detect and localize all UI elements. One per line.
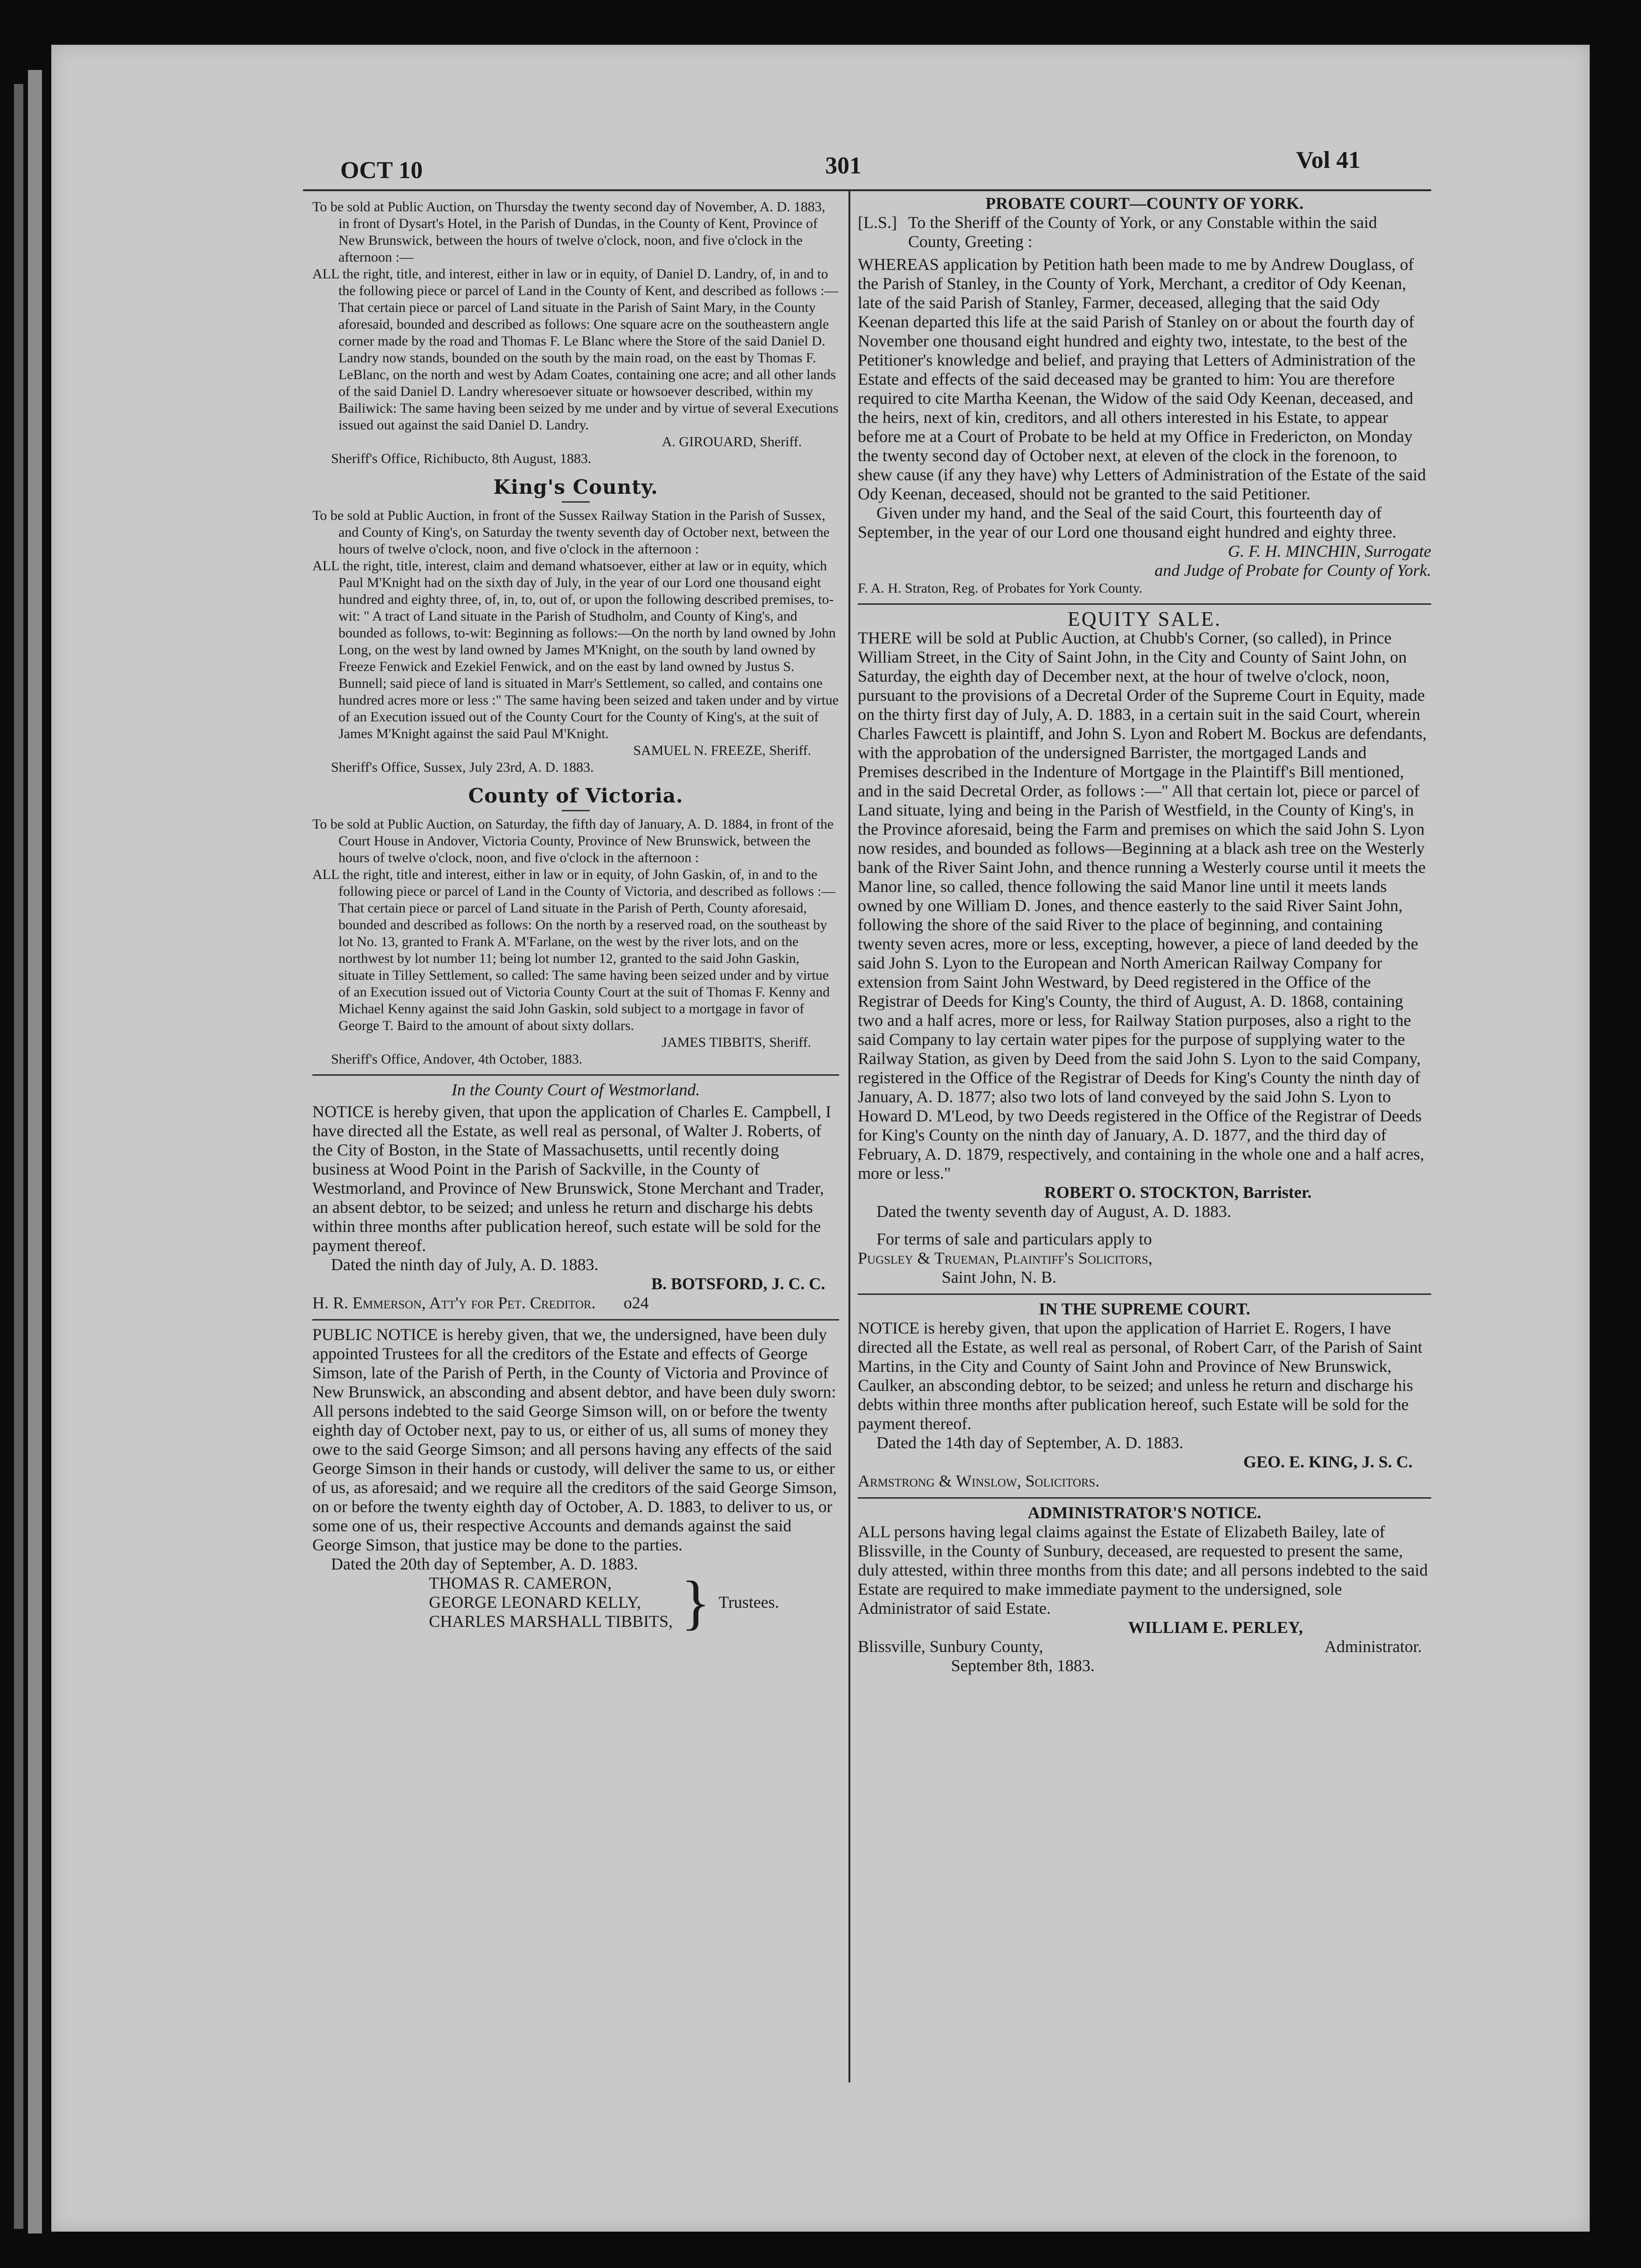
judge-signature: GEO. E. KING, J. S. C.	[1243, 1452, 1413, 1471]
section-rule	[858, 1293, 1431, 1295]
victoria-sheriff-signature: JAMES TIBBITS, Sheriff.	[662, 1035, 811, 1050]
kent-sheriff-office: Sheriff's Office, Richibucto, 8th August, 1883.	[331, 451, 592, 466]
solicitors-city: Saint John, N. B.	[942, 1268, 1057, 1286]
westmorland-judge-signature: B. BOTSFORD, J. C. C.	[651, 1274, 825, 1293]
kent-sheriff-signature: A. GIROUARD, Sheriff.	[662, 434, 802, 449]
trustee-name: CHARLES MARSHALL TIBBITS,	[429, 1612, 673, 1631]
trustees-label: Trustees.	[718, 1593, 779, 1611]
probate-address-row	[858, 213, 1431, 251]
trustees-brace: }	[681, 1569, 710, 1636]
registrar-of-probates: F. A. H. Straton, Reg. of Probates for York County.	[858, 581, 1143, 596]
section-rule	[312, 1319, 839, 1321]
judge-of-probate-title: and Judge of Probate for County of York.	[1154, 561, 1431, 580]
administrators-notice-body: ALL persons having legal claims against the Estate of Elizabeth Bailey, late of Blissville, in the County of Sunbury, deceased, are requested to present the same, duly attested, within three months from this date; and all persons indebted to the said Estate are required to make immediate payment to the undersigned, sole Administrator of said Estate.	[858, 1522, 1428, 1618]
victoria-sheriff-office: Sheriff's Office, Andover, 4th October, 1883.	[331, 1051, 583, 1067]
probate-citation-body: WHEREAS application by Petition hath been made to me by Andrew Douglass, of the Parish of Stanley, in the County of York, Merchant, a creditor of Ody Keenan, late of the said Parish of Stanley, Farmer, deceased, alleging that the said Ody Keenan departed this life at the said Parish of Stanley on or about the fourth day of November one thousand eight hundred and eighty two, intestate, to the best of the Petitioner's knowledge and belief, and praying that Letters of Administration of the Estate and effects of the said deceased may be granted to him: You are therefore required to cite Martha Keenan, the Widow of the said Ody Keenan, deceased, and the heirs, next of kin, creditors, and all others interested in his Estate, to appear before me at a Court of Probate to be held at my Office in Fredericton, on Monday the twenty second day of October next, at eleven of the clock in the forenoon, to shew cause (if any they have) why Letters of Administration of the Estate of the said Ody Keenan, deceased, should not be granted to the said Petitioner.	[858, 255, 1426, 503]
section-rule	[312, 1074, 839, 1076]
barrister-signature: ROBERT O. STOCKTON, Barrister.	[1044, 1183, 1312, 1202]
probate-address: To the Sheriff of the County of York, or any Constable within the said County, Greeting :	[908, 213, 1377, 251]
westmorland-notice-dated: Dated the ninth day of July, A. D. 1883.	[331, 1255, 599, 1274]
section-rule	[858, 1497, 1431, 1499]
trustees-public-notice: PUBLIC NOTICE is hereby given, that we, the undersigned, have been duly appointed Trustees for all the creditors of the Estate and effects of George Simson, late of the Parish of Perth, in the County of Victoria and Province of New Brunswick, an absconding and absent debtor, and have been duly sworn: All persons indebted to the said George Simson will, on or before the twenty eighth day of October next, pay to us, or either of us, all sums of money they owe to the said George Simson; and all persons having any effects of the said George Simson in their hands or custody, will deliver the same to us, or either of us, as aforesaid; and we require all the creditors of the said George Simson, on or before the twenty eighth day of October, A. D. 1883, to deliver to us, or some one of us, their respective Accounts and demands against the said George Simson, that justice may be done to the parties.	[312, 1325, 837, 1554]
plaintiff-solicitors: Pugsley & Trueman, Plaintiff's Solicitors,	[858, 1249, 1152, 1267]
seal-mark: [L.S.]	[858, 213, 897, 232]
kings-sheriff-signature: SAMUEL N. FREEZE, Sheriff.	[633, 743, 811, 758]
trustee-names	[429, 1574, 673, 1631]
surrogate-signature: G. F. H. MINCHIN, Surrogate	[1227, 542, 1431, 560]
probate-given-under-hand: Given under my hand, and the Seal of the said Court, this fourteenth day of September, in the year of our Lord one thousand eight hundred and eighty three.	[858, 504, 1397, 541]
supreme-court-notice-body: NOTICE is hereby given, that upon the application of Harriet E. Rogers, I have directed all the Estate, as well real as personal, of Robert Carr, of the Parish of Saint Martins, in the City and County of Saint John and Province of New Brunswick, Caulker, an absconding debtor, to be seized; and unless he return and discharge his debts within three months after publication hereof, such Estate will be sold for the payment thereof.	[858, 1319, 1423, 1433]
kings-sale-intro: To be sold at Public Auction, in front of the Sussex Railway Station in the Parish of Sussex, and County of King's, on Saturday the twenty seventh day of October next, between the hours of twelve o'clock, noon, and five o'clock in the afternoon :	[312, 508, 830, 557]
administrator-place-row	[858, 1637, 1431, 1656]
victoria-sale-intro: To be sold at Public Auction, on Saturday, the fifth day of January, A. D. 1884, in front of the Court House in Andover, Victoria County, Province of New Brunswick, between the hours of twelve o'clock, noon, and five o'clock in the afternoon :	[312, 816, 834, 865]
page-date: OCT 10	[340, 157, 423, 184]
section-rule	[858, 603, 1431, 605]
heading-rule	[562, 810, 590, 811]
kings-sheriff-office: Sheriff's Office, Sussex, July 23rd, A. D. 1883.	[331, 760, 594, 775]
administrator-place: Blissville, Sunbury County,	[858, 1637, 1043, 1656]
administrator-role: Administrator.	[1324, 1637, 1422, 1656]
left-column	[312, 199, 839, 1636]
equity-sale-terms: For terms of sale and particulars apply to	[876, 1230, 1152, 1248]
column-divider	[848, 189, 850, 2082]
probate-court-heading: PROBATE COURT—COUNTY OF YORK.	[985, 194, 1304, 213]
equity-sale-heading: EQUITY SALE.	[1067, 608, 1222, 630]
supreme-court-notice-dated: Dated the 14th day of September, A. D. 1883.	[876, 1433, 1184, 1452]
administrator-date: September 8th, 1883.	[951, 1656, 1095, 1675]
creditor-attorney: H. R. Emmerson, Att'y for Pet. Creditor.	[312, 1293, 596, 1312]
supreme-court-solicitors: Armstrong & Winslow, Solicitors.	[858, 1472, 1100, 1490]
westmorland-notice-body: NOTICE is hereby given, that upon the application of Charles E. Campbell, I have directed all the Estate, as well real as personal, of Walter J. Roberts, of the City of Boston, in the State of Massachusetts, until recently doing business at Wood Point in the Parish of Sackville, in the County of Westmorland, and Province of New Brunswick, Stone Merchant and Trader, an absent debtor, to be seized; and unless he return and discharge his debts within three months after publication hereof, such estate will be sold for the payment thereof.	[312, 1102, 831, 1255]
kent-sale-body: ALL the right, title, and interest, either in law or in equity, of Daniel D. Landry, of, in and to the following piece or parcel of Land in the County of Kent, and described as follows :—That certain piece or parcel of Land situate in the Parish of Saint Mary, in the County aforesaid, bounded and described as follows: One square acre on the southeastern angle corner made by the road and Thomas F. Le Blanc where the Store of the said Daniel D. Landry now stands, bounded on the south by the main road, on the east by Thomas F. LeBlanc, on the north and west by Adam Coates, containing one acre; and all other lands of the said Daniel D. Landry wheresoever situate or howsoever described, within my Bailiwick: The same having been seized by me under and by virtue of several Executions issued out against the said Daniel D. Landry.	[312, 266, 839, 433]
trustee-name: THOMAS R. CAMERON,	[429, 1574, 612, 1592]
kent-sale-intro: To be sold at Public Auction, on Thursday the twenty second day of November, A. D. 1883, in front of Dysart's Hotel, in the Parish of Dundas, in the County of Kent, Province of New Brunswick, between the hours of twelve o'clock, noon, and five o'clock in the afternoon :—	[312, 199, 826, 265]
equity-sale-body: THERE will be sold at Public Auction, at Chubb's Corner, (so called), in Prince William Street, in the City of Saint John, in the City and County of Saint John, on Saturday, the eighth day of December next, at the hour of twelve o'clock, noon, pursuant to the provisions of a Decretal Order of the Supreme Court in Equity, made on the thirty first day of July, A. D. 1883, in a certain suit in the said Court, wherein Charles Fawcett is plaintiff, and John S. Lyon and Robert M. Bockus are defendants, with the approbation of the undersigned Barrister, the mortgaged Lands and Premises described in the Indenture of Mortgage in the Plaintiff's Bill mentioned, and in the said Decretal Order, as follows :—" All that certain lot, piece or parcel of Land situate, lying and being in the Parish of Westfield, in the County of King's, in the Province aforesaid, being the Farm and premises on which the said John S. Lyon now resides, and bounded as follows—Beginning at a black ash tree on the Westerly bank of the River Saint John, and thence running a Westerly course until it meets the Manor line, so called, thence following the said Manor line until it meets lands owned by one William D. Jones, and thence easterly to the said River Saint John, following the shore of the said River to the place of beginning, and containing twenty seven acres, more or less, excepting, however, a piece of land deeded by the said John S. Lyon to the European and North American Railway Company for extension from Saint John Westward, by Deed registered in the Office of the Registrar of Deeds for King's County, the third of August, A. D. 1868, containing two and a half acres, more or less, for Railway Station purposes, also a right to the said Company to lay certain water pipes for the purpose of supplying water to the Railway Station, as given by Deed from the said John S. Lyon to the said Company, registered in the Office of the Registrar of Deeds for King's County the ninth day of January, A. D. 1877; also two lots of land conveyed by the said John S. Lyon to Howard D. M'Leod, by two Deeds registered in the Office of the Registrar of Deeds for King's County on the ninth day of January, A. D. 1877, and the third day of February, A. D. 1879, respectively, and containing in the whole one and a half acres, more or less."	[858, 629, 1427, 1182]
kings-county-heading: King's County.	[493, 476, 658, 498]
supreme-court-heading: IN THE SUPREME COURT.	[1039, 1300, 1250, 1318]
victoria-county-heading: County of Victoria.	[468, 784, 683, 807]
trustee-name: GEORGE LEONARD KELLY,	[429, 1593, 641, 1611]
header-rule	[303, 189, 1431, 191]
trustees-block	[312, 1569, 839, 1636]
heading-rule	[562, 501, 590, 503]
kings-sale-body: ALL the right, title, interest, claim and demand whatsoever, either at law or in equity, which Paul M'Knight had on the sixth day of July, in the year of our Lord one thousand eight hundred and eighty three, of, in, to, out of, or upon the following described premises, to-wit: " A tract of Land situate in the Parish of Studholm, and County of King's, and bounded as follows, to-wit: Beginning as follows:—On the north by land owned by John Long, on the west by land owned by James M'Knight, on the south by land owned by Freeze Fenwick and Ezekiel Fenwick, and on the east by land owned by Justus S. Bunnell; said piece of land is situated in Marr's Settlement, so called, and contains one hundred acres more or less :" The same having been seized and taken under and by virtue of an Execution issued out of the County Court for the County of King's, at the suit of James M'Knight against the said Paul M'Knight.	[312, 558, 839, 741]
administrator-signature: WILLIAM E. PERLEY,	[1128, 1618, 1303, 1637]
westmorland-heading: In the County Court of Westmorland.	[451, 1080, 700, 1099]
volume-label: Vol 41	[1296, 147, 1361, 173]
trustees-notice-dated: Dated the 20th day of September, A. D. 1883.	[331, 1555, 638, 1573]
victoria-sale-body: ALL the right, title and interest, either in law or in equity, of John Gaskin, of, in and to the following piece or parcel of Land in the County of Victoria, and described as follows :—That certain piece or parcel of Land situate in the Parish of Perth, County aforesaid, bounded and described as follows: On the north by a reserved road, on the southeast by lot No. 13, granted to Frank A. M'Farlane, on the west by the river lots, and on the northwest by lot number 11; being lot number 12, granted to the said John Gaskin, situate in Tilley Settlement, so called: The same having been seized under and by virtue of an Execution issued out of Victoria County Court at the suit of Thomas F. Kenny and Michael Kenny against the said John Gaskin, sold subject to a mortgage in favor of George T. Baird to the amount of about sixty dollars.	[312, 867, 835, 1033]
newspaper-page	[51, 45, 1590, 2232]
right-column	[858, 194, 1431, 1675]
binding-edge	[14, 84, 23, 2229]
administrators-notice-heading: ADMINISTRATOR'S NOTICE.	[1027, 1503, 1262, 1522]
insertion-code: o24	[623, 1293, 649, 1312]
attorney-row	[312, 1293, 839, 1313]
binding-edge-inner	[28, 70, 42, 2233]
equity-sale-dated: Dated the twenty seventh day of August, A. D. 1883.	[876, 1202, 1231, 1221]
page-number: 301	[825, 152, 862, 179]
